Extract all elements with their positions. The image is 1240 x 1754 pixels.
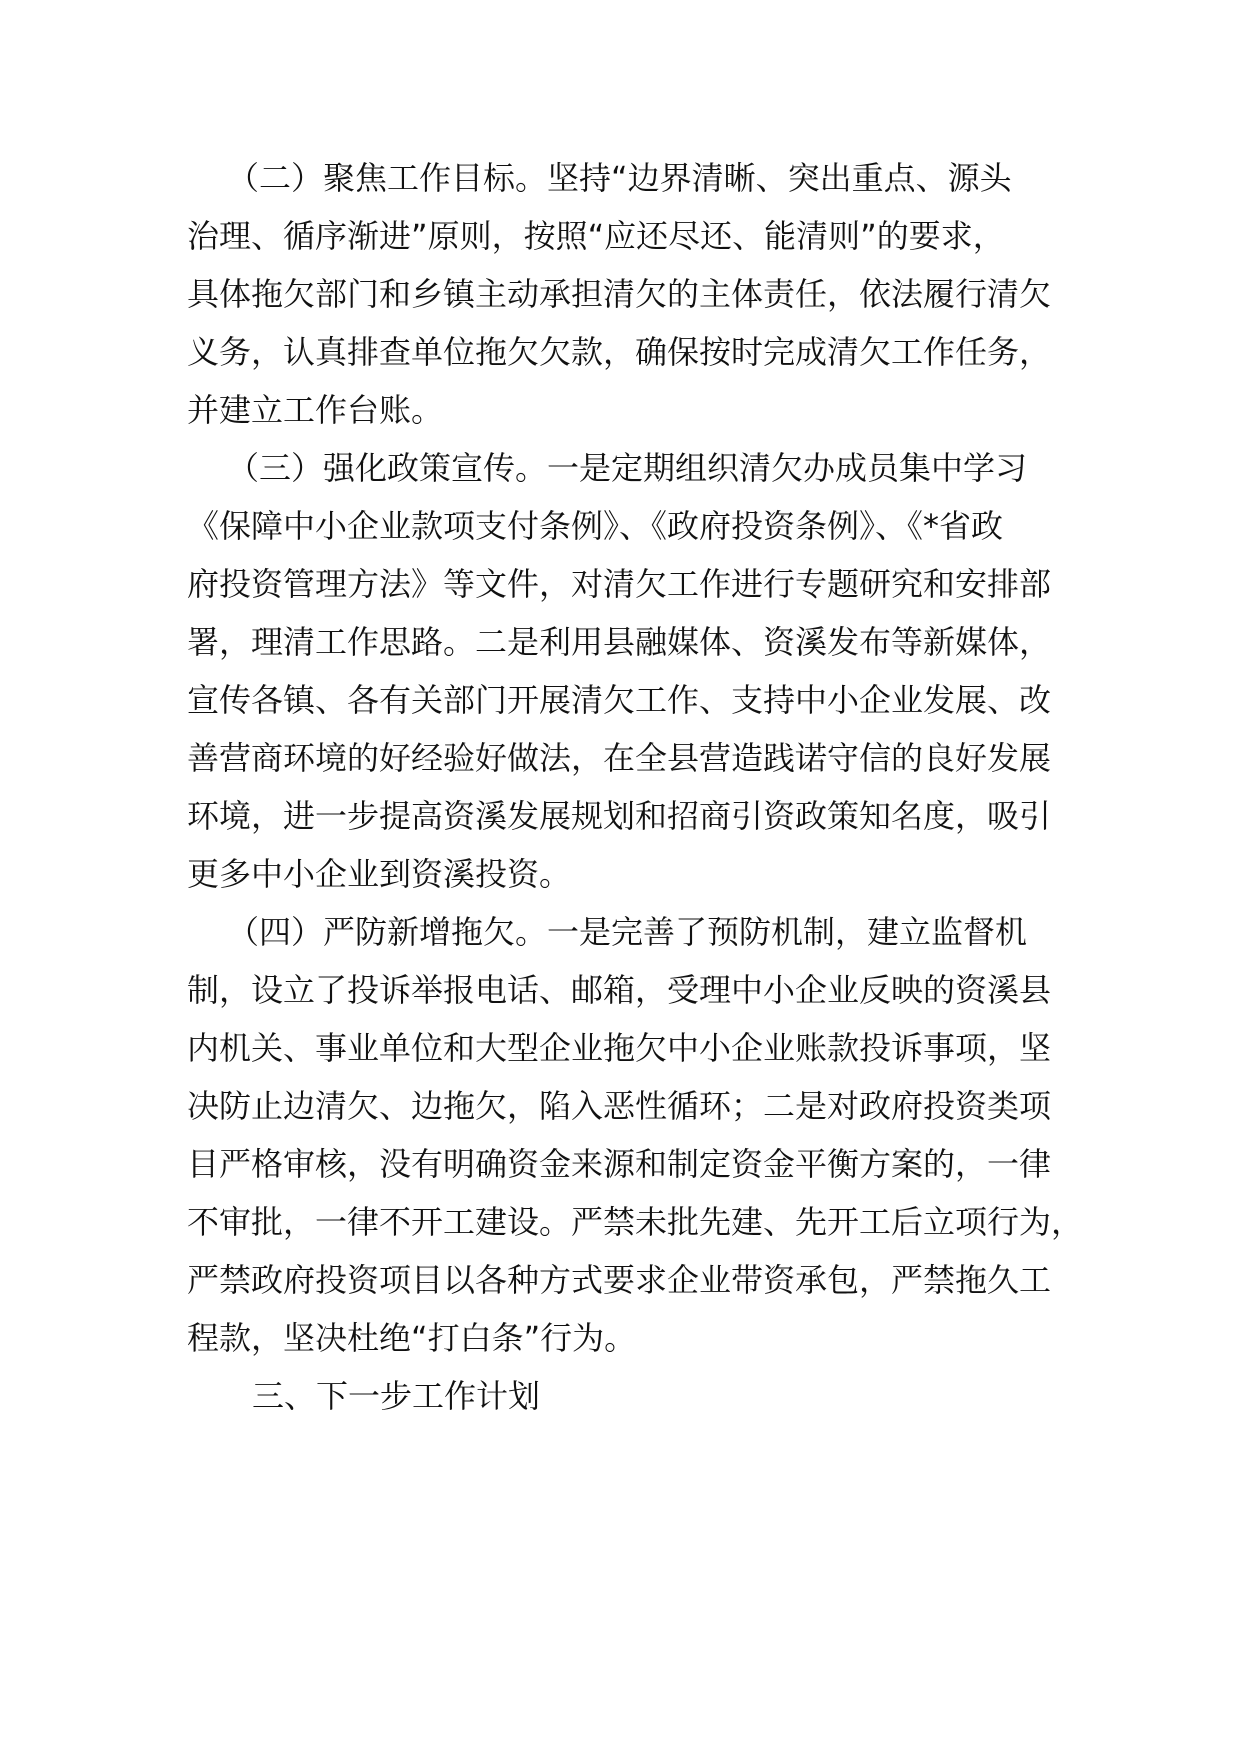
paragraph-3-line-7: 环境，进一步提高资溪发展规划和招商引资政策知名度，吸引: [187, 797, 1052, 835]
paragraph-2-line-2: 治理、循序渐进”原则，按照“应还尽还、能清则”的要求，: [187, 217, 1005, 255]
paragraph-3-line-6: 善营商环境的好经验好做法，在全县营造践诺守信的良好发展: [187, 739, 1052, 777]
paragraph-4-line-1: （四）严防新增拖欠。一是完善了预防机制，建立监督机: [227, 913, 1028, 951]
paragraph-2-line-4: 义务，认真排查单位拖欠欠款，确保按时完成清欠工作任务，: [187, 333, 1052, 371]
paragraph-3-line-1: （三）强化政策宣传。一是定期组织清欠办成员集中学习: [227, 449, 1028, 487]
paragraph-4-line-5: 目严格审核，没有明确资金来源和制定资金平衡方案的，一律: [187, 1145, 1052, 1183]
paragraph-3-line-5: 宣传各镇、各有关部门开展清欠工作、支持中小企业发展、改: [187, 681, 1052, 719]
paragraph-2-line-5: 并建立工作台账。: [187, 391, 444, 429]
paragraph-4-line-3: 内机关、事业单位和大型企业拖欠中小企业账款投诉事项，坚: [187, 1029, 1052, 1067]
paragraph-4-line-4: 决防止边清欠、边拖欠，陷入恶性循环；二是对政府投资类项: [187, 1087, 1052, 1125]
paragraph-4-line-6: 不审批，一律不开工建设。严禁未批先建、先开工后立项行为，: [187, 1203, 1084, 1241]
paragraph-4-line-2: 制，设立了投诉举报电话、邮箱，受理中小企业反映的资溪县: [187, 971, 1052, 1009]
paragraph-4-line-8: 程款，坚决杜绝“打白条”行为。: [187, 1319, 637, 1357]
paragraph-3-line-3: 府投资管理方法》等文件，对清欠工作进行专题研究和安排部: [187, 565, 1052, 603]
paragraph-3-line-8: 更多中小企业到资溪投资。: [187, 855, 572, 893]
paragraph-2-line-1: （二）聚焦工作目标。坚持“边界清晰、突出重点、源头: [227, 159, 1012, 197]
paragraph-2-line-3: 具体拖欠部门和乡镇主动承担清欠的主体责任，依法履行清欠: [187, 275, 1052, 313]
paragraph-3-line-4: 署，理清工作思路。二是利用县融媒体、资溪发布等新媒体，: [187, 623, 1052, 661]
paragraph-3-line-2: 《保障中小企业款项支付条例》、《政府投资条例》、《*省政: [187, 507, 1004, 545]
paragraph-4-line-7: 严禁政府投资项目以各种方式要求企业带资承包，严禁拖久工: [187, 1261, 1052, 1299]
section-heading-next-steps: 三、下一步工作计划: [252, 1377, 541, 1415]
